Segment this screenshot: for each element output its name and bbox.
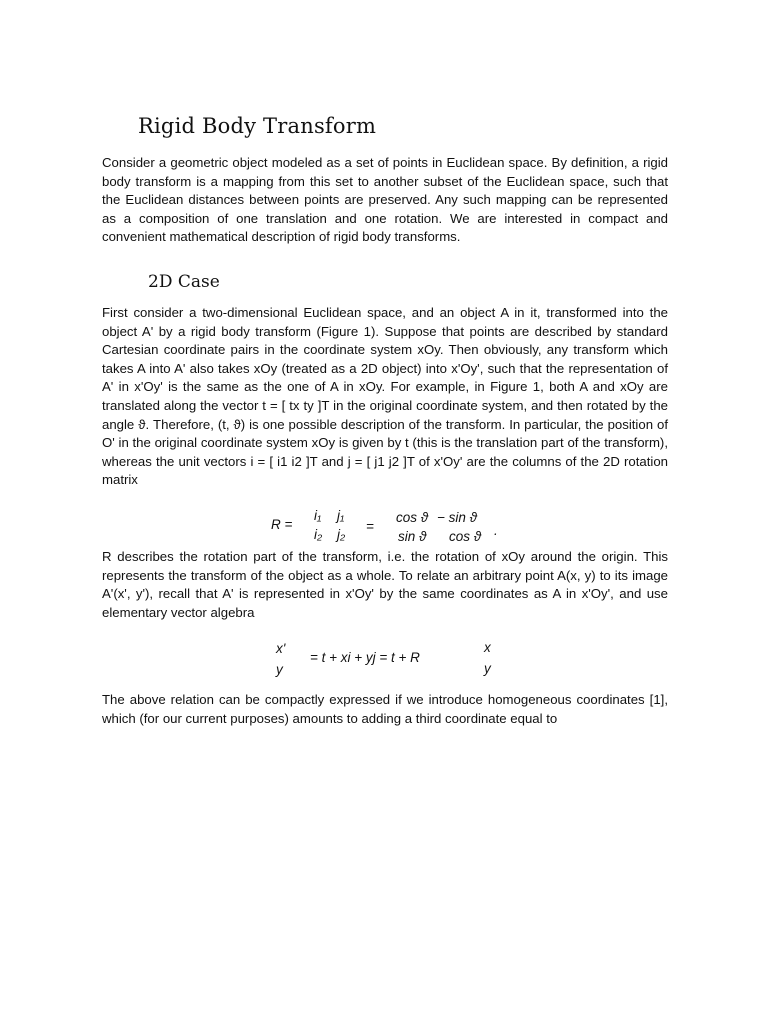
eq1-m2-a: cos ϑ xyxy=(396,510,429,525)
eq1-m1-b: j₁ xyxy=(337,508,345,523)
eq1-m2-b: − sin ϑ xyxy=(437,510,478,525)
eq1-m1-d: j₂ xyxy=(337,527,346,542)
eq2-vec-bottom: y xyxy=(484,661,491,676)
section-heading: 2D Case xyxy=(148,272,220,292)
eq1-m1-c: i₂ xyxy=(314,527,323,542)
eq2-lhs-bottom: y xyxy=(276,662,283,677)
eq1-m2-d: cos ϑ xyxy=(449,529,482,544)
eq1-lhs: R = xyxy=(271,517,293,532)
eq2-rhs: = t + xi + yj = t + R xyxy=(310,650,420,665)
eq1-m1-a: i₁ xyxy=(314,508,322,523)
eq2-vec-top: x xyxy=(484,640,491,655)
eq1-period: . xyxy=(494,523,498,538)
section-paragraph-1: First consider a two-dimensional Euclidean space, and an object A in it, transformed into the object A' by a rigid body transform (Figure 1). Suppose that points are described by standard Cartesian coordinate pairs in the coordinate system xOy. Then obviously, any transform which takes A into A' also takes xOy (treated as a 2D object) into x'Oy', such that the representation of A' in x'Oy' is the same as the one of A in xOy. For example, in Figure 1, both A and xOy are translated along the vector t = [ tx ty ]T in the original coordinate system, and then rotated by the angle ϑ. Therefore, (t, ϑ) is one possible description of the transform. In particular, the position of O' in the original coordinate system xOy is given by t (this is the translation part of the transform), whereas the unit vectors i = [ i1 i2 ]T and j = [ j1 j2 ]T of x'Oy' are the columns of the 2D rotation matrix xyxy=(102,305,668,488)
eq1-m2-c: sin ϑ xyxy=(398,529,427,544)
eq2-lhs-top: x' xyxy=(276,641,286,656)
eq1-equals: = xyxy=(366,519,374,534)
intro-paragraph: Consider a geometric object modeled as a set of points in Euclidean space. By definition, a rigid body transform is a mapping from this set to another subset of the Euclidean space, such that the Euclidean distances between points are preserved. Any such mapping can be represented as a composition of one translation and one rotation. We are interested in compact and convenient mathematical description of rigid body transforms. xyxy=(102,155,668,245)
section-paragraph-3: The above relation can be compactly expressed if we introduce homogeneous coordinates [1], which (for our current purposes) amounts to adding a third coordinate equal to xyxy=(102,692,668,726)
page-title: Rigid Body Transform xyxy=(138,114,377,138)
section-paragraph-2: R describes the rotation part of the transform, i.e. the rotation of xOy around the origin. This represents the transform of the object as a whole. To relate an arbitrary point A(x, y) to its image A'(x', y'), recall that A' is represented in x'Oy' by the same coordinates as A in x'Oy', and use elementary vector algebra xyxy=(102,549,668,620)
